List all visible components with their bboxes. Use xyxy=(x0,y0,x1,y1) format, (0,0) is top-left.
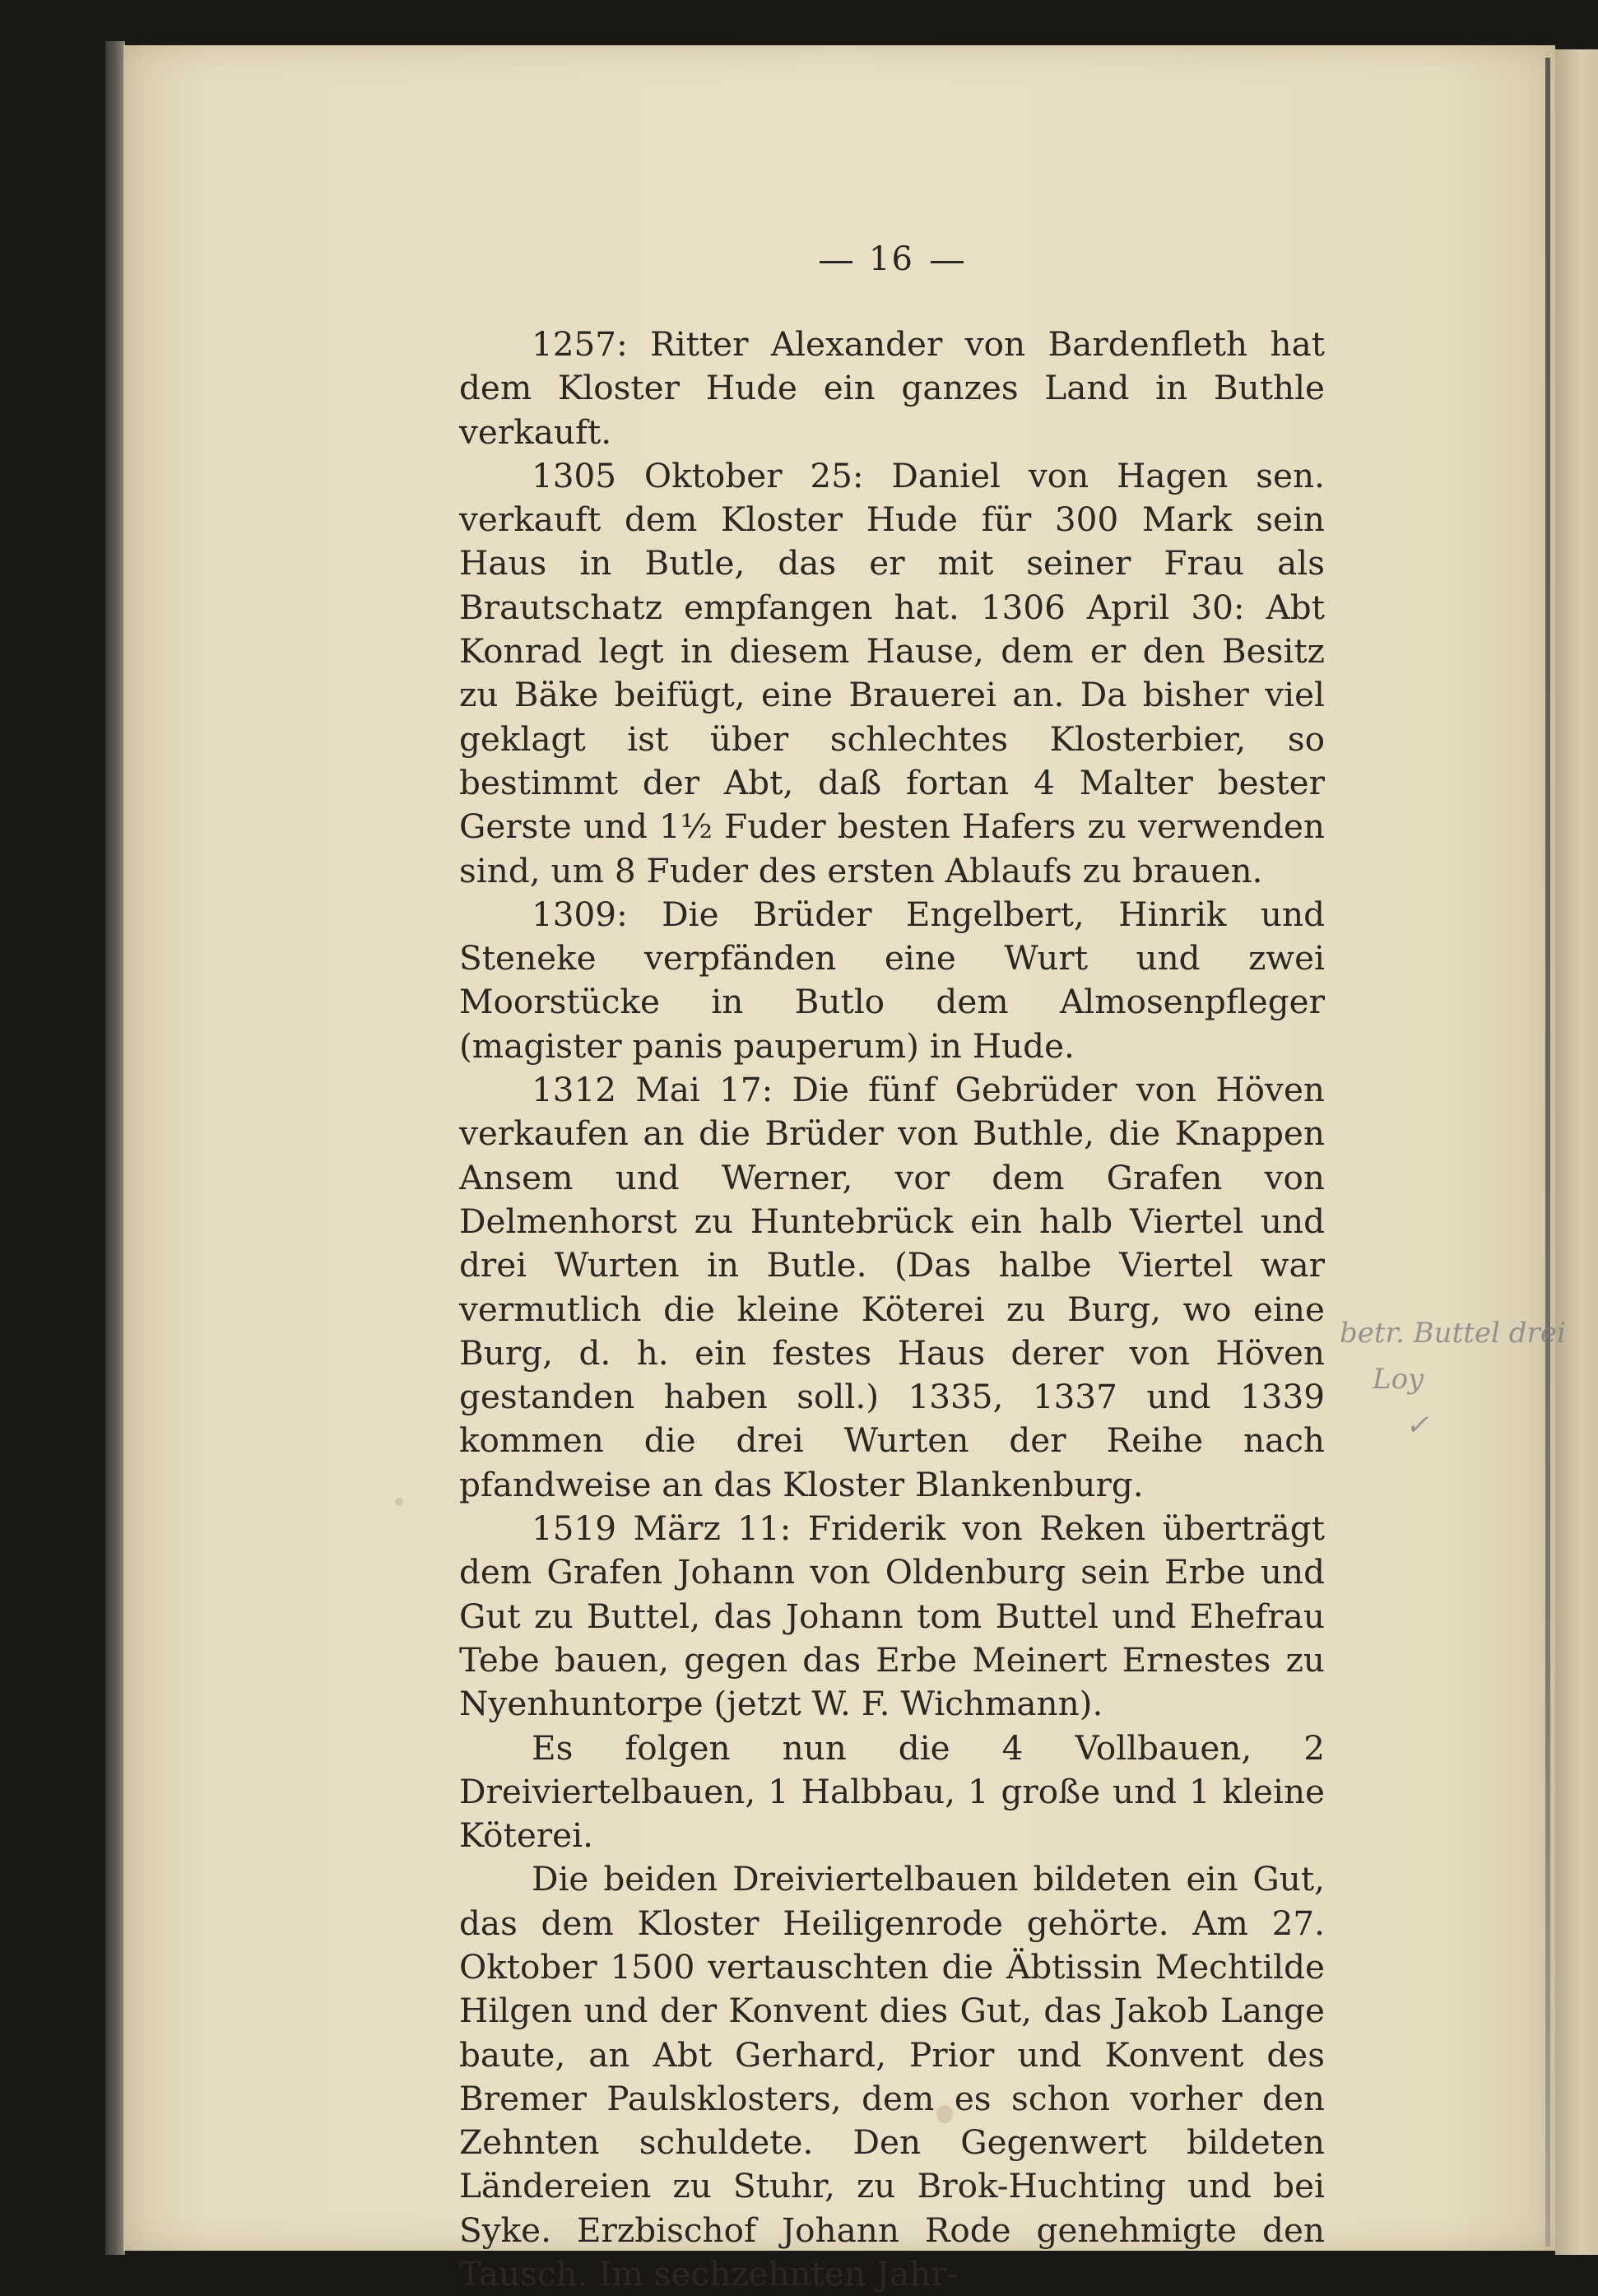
paragraph: 1305 Oktober 25: Daniel von Hagen sen. verkauft dem Kloster Hude für 300 Mark sein Haus in Butle, das er mit seiner Frau als Brautschatz empfangen hat. 1306 April 30: Abt Konrad legt in diesem Hause, dem er den Besitz zu Bäke beifügt, eine Brauerei an. Da bisher viel geklagt ist über schlechtes Klosterbier, so bestimmt der Abt, daß fortan 4 Malter bester Gerste und 1½ Fuder besten Hafers zu verwenden sind, um 8 Fuder des ersten Ablaufs zu brauen. xyxy=(459,455,1325,890)
paragraph: Die beiden Dreiviertelbauen bildeten ein Gut, das dem Kloster Heiligenrode gehörte. Am 27. Oktober 1500 vertauschten die Äbtissin Mechtilde Hilgen und der Konvent dies Gut, das Jakob Lange baute, an Abt Gerhard, Prior und Konvent des Bremer Paulsklosters, dem es schon vorher den Zehnten schuldete. Den Gegenwert bildeten Ländereien zu Stuhr, zu Brok-Huchting und bei Syke. Erzbischof Johann Rode genehmigte den Tausch. Im sechzehnten Jahr- xyxy=(459,1859,1325,2294)
book-edge xyxy=(105,41,125,2255)
margin-note-check: ✓ xyxy=(1405,1409,1429,1442)
paragraph: 1257: Ritter Alexander von Bardenfleth hat dem Kloster Hude ein ganzes Land in Buthle verkauft. xyxy=(459,324,1325,452)
dash-left xyxy=(820,261,852,263)
margin-note-line: Loy xyxy=(1373,1363,1424,1396)
margin-note-line: betr. Buttel drei xyxy=(1340,1317,1566,1350)
paper-stain xyxy=(395,1498,403,1506)
page-number xyxy=(803,240,980,278)
paragraph: Es folgen nun die 4 Vollbauen, 2 Dreiviertelbauen, 1 Halbbau, 1 große und 1 kleine Köterei. xyxy=(459,1727,1325,1856)
page-fold xyxy=(1545,58,1550,2247)
paragraph: 1312 Mai 17: Die fünf Gebrüder von Höven verkaufen an die Brüder von Buthle, die Knappen Ansem und Werner, vor dem Grafen von Delmenhorst zu Huntebrück ein halb Viertel und drei Wurten in Butle. (Das halbe Viertel war vermutlich die kleine Köterei zu Burg, wo eine Burg, d. h. ein festes Haus derer von Höven gestanden haben soll.) 1335, 1337 und 1339 kommen die drei Wurten der Reihe nach pfandweise an das Kloster Blankenburg. xyxy=(459,1070,1325,1504)
paragraph: 1309: Die Brüder Engelbert, Hinrik und Steneke verpfänden eine Wurt und zwei Moorstücke in Butlo dem Almosenpfleger (magister panis pauperum) in Hude. xyxy=(459,894,1325,1066)
page-number-text: 16 xyxy=(869,240,914,278)
adjacent-page xyxy=(1555,49,1598,2255)
body-text xyxy=(459,323,1325,2296)
paragraph: 1519 März 11: Friderik von Reken überträgt dem Grafen Johann von Oldenburg sein Erbe und Gut zu Buttel, das Johann tom Buttel und Ehefrau Tebe bauen, gegen das Erbe Meinert Ernestes zu Nyenhuntorpe (jetzt W. F. Wichmann). xyxy=(459,1508,1325,1724)
dash-right xyxy=(931,261,964,263)
handwritten-margin-note xyxy=(1340,1310,1566,1448)
